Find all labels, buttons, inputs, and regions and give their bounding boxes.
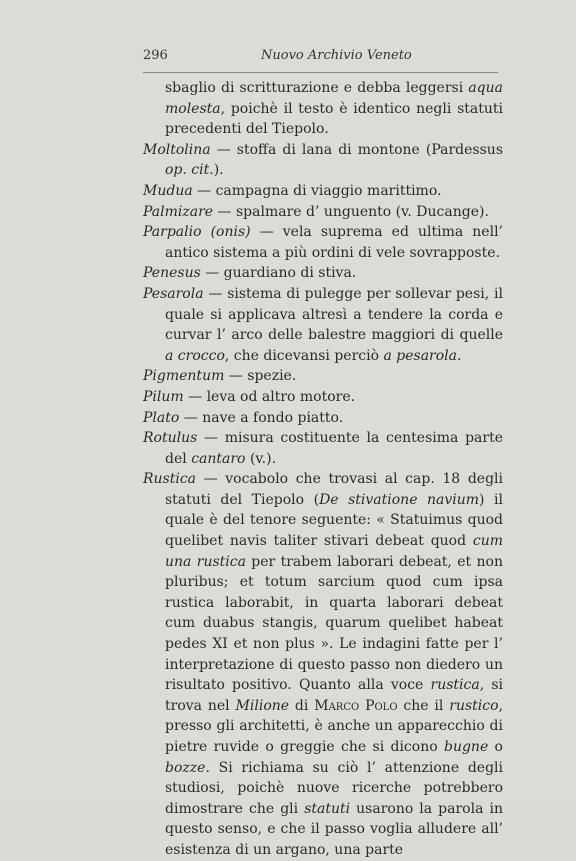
entry-text: o [488, 739, 503, 755]
entry-term: Parpalio (onis) [143, 224, 251, 241]
entry-term: Moltolina [143, 141, 211, 158]
entry-text: — nave a fondo piatto. [179, 409, 344, 426]
entry-text: — misura costituente la centesima parte del [165, 430, 503, 467]
entry-text: rustica [430, 677, 480, 694]
entry-term: Pesarola [143, 285, 204, 302]
glossary-entry [143, 428, 503, 469]
entry-term: Rustica [143, 471, 197, 488]
entry-text: — leva od altro motore. [183, 388, 356, 405]
header-rule [143, 72, 498, 73]
glossary-entry [143, 408, 503, 429]
entry-text: cum una rustica [165, 533, 503, 570]
entry-text: Marco Polo [314, 697, 398, 714]
entry-text: — guardiano di stiva. [200, 265, 357, 282]
entry-text: — stoffa di lana di montone (Pardessus [210, 141, 503, 158]
entry-text: — sistema di pulegge per sollevar pesi, il quale si applicava altresì a tendere la corda e curvar l’ arco delle balestre maggiori di quelle [165, 285, 503, 344]
entry-term: Rotulus [143, 430, 198, 447]
glossary-entry [143, 140, 503, 181]
glossary-entry [143, 181, 503, 202]
entry-text: . Si richiama su ciò l’ attenzione degli studiosi, poichè nuove ricerche potrebbero dimostrare che gli [165, 759, 503, 817]
entry-text: Milione [235, 697, 290, 714]
entry-text: — spezie. [224, 368, 297, 385]
entry-text: (v.). [245, 450, 277, 467]
entry-term: Pigmentum [143, 368, 225, 385]
entry-text: cantaro [191, 450, 246, 467]
entry-text: statuti [304, 800, 351, 817]
glossary-entry [143, 222, 503, 263]
entry-term: Mudua [143, 182, 193, 199]
entry-text: ) il quale è del tenore seguente: « Statuimus quod quelibet navis taliter stivari debeat quod [165, 491, 503, 550]
entry-text: . [457, 347, 462, 364]
entry-text: De stivatione navium [319, 491, 480, 508]
entry-term: Plato [143, 409, 180, 426]
entry-text: rustico [449, 697, 499, 714]
entry-text: per trabem laborari debeat, et non pluribus; et totum sarcium quod cum ipsa rustica laborabit, in quarta laborari debeat cum duabus stangis, quarum quelibet habeat pedes XI et non plus ». Le indagini fatte per l’ interpretazione di questo passo non diedero un risultato positivo. Quanto alla voce [165, 553, 503, 694]
entry-text: bugne [443, 739, 489, 755]
entry-text: a pesarola [383, 347, 457, 364]
entry-text: op. cit. [165, 162, 214, 179]
entry-text: aqua molesta [165, 80, 503, 117]
glossary-entry [143, 387, 503, 408]
entry-text: , presso gli architetti, è anche un apparecchio di pietre ruvide o greggie che si dicono [165, 697, 504, 755]
entry-term: Palmizare [143, 203, 214, 220]
glossary-entry [143, 202, 503, 223]
entry-text: — spalmare d’ unguento (v. Ducange). [213, 203, 489, 220]
entry-continuation [143, 78, 503, 140]
entry-text: — vela suprema ed ultima nell’ antico sistema a più ordini di vele sovrapposte. [165, 224, 503, 261]
entry-text: bozze [165, 759, 206, 776]
glossary-entry [143, 469, 503, 860]
page-header [143, 48, 498, 68]
entry-text: , poichè il testo è identico negli statuti precedenti del Tiepolo. [165, 100, 503, 138]
entry-term: Pilum [143, 388, 184, 405]
entry-text: , si trova nel [165, 677, 503, 714]
entry-term: Penesus [143, 265, 201, 282]
entry-text: che il [397, 697, 450, 714]
glossary-body [143, 78, 503, 861]
glossary-entry [143, 263, 503, 284]
entry-text: ). [213, 162, 224, 179]
entry-text: — vocabolo che trovasi al cap. 18 degli statuti del Tiepolo ( [165, 471, 503, 508]
entry-text: sbaglio di scritturazione e debba leggersi [165, 80, 469, 96]
glossary-entry [143, 366, 503, 387]
running-title: Nuovo Archivio Veneto [261, 48, 412, 63]
glossary-entry [143, 284, 503, 366]
entry-text: di [289, 697, 315, 714]
page-number: 296 [143, 48, 168, 63]
entry-text: usarono la parola in questo senso, e che il passo voglia alludere all’ esistenza di un argano, una parte [165, 800, 503, 858]
entry-text: , che dicevansi perciò [224, 347, 384, 364]
entry-text: — campagna di viaggio marittimo. [192, 182, 442, 199]
entry-text: a crocco [165, 347, 225, 364]
